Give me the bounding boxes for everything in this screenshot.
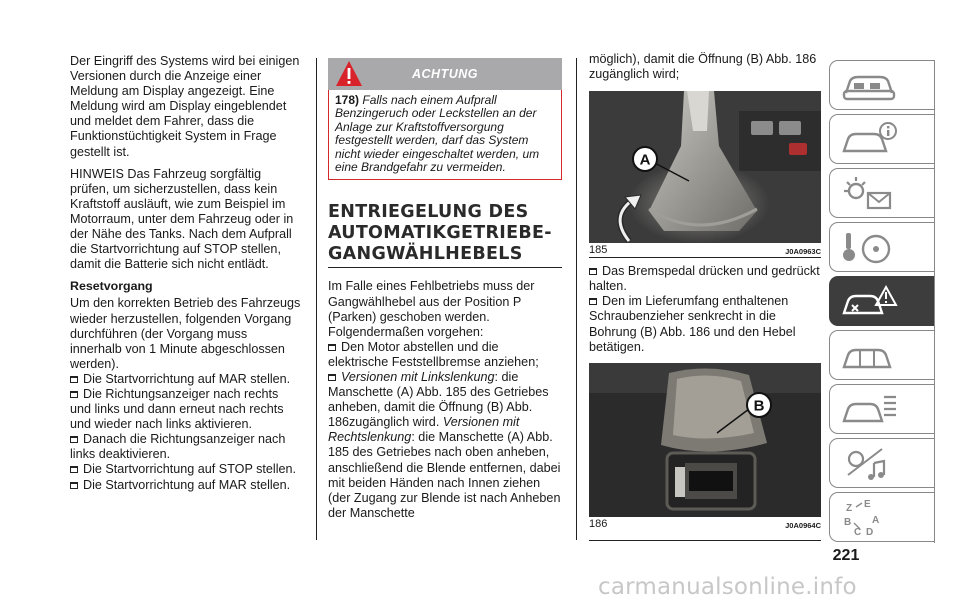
step-item: Die Startvorrichtung auf STOP stellen. xyxy=(70,462,302,477)
tab-dashboard[interactable] xyxy=(829,60,934,110)
car-dashboard-icon xyxy=(840,67,900,105)
bullet-icon xyxy=(70,376,78,383)
figure-code: J0A0964C xyxy=(785,520,821,530)
column-right xyxy=(589,52,821,537)
bullet-icon xyxy=(70,482,78,489)
page-number: 221 xyxy=(832,547,860,564)
intro-paragraph: Der Eingriff des Systems wird bei einigen Versionen durch die Anzeige einer Meldung am Display angezeigt. Eine Meldung wird am Display eingeblendet und meldet dem Fahrer, dass die Funktionstüchtigkeit System in Frage gestellt ist. xyxy=(70,54,300,159)
svg-text:E: E xyxy=(864,499,871,510)
index-letters-icon xyxy=(840,499,900,537)
callout-label: A xyxy=(639,151,651,169)
warning-header xyxy=(328,58,562,90)
figure-bottom-rule xyxy=(589,540,821,541)
step-item: Den im Lieferumfang enthaltenen Schraubenzieher senkrecht in die Bohrung (B) Abb. 186 und den Hebel betätigen. xyxy=(589,294,796,354)
step-item: Versionen mit Linkslenkung: die Manschette (A) Abb. 185 des Getriebes anheben, damit die Öffnung (B) Abb. 186zugänglich wird. Versionen mit Rechtslenkung: die Manschette (A) Abb. 185 des Getriebes nach oben anheben, anschließend die Blende entfernen, dabei mit beiden Händen nach Innen ziehen (der Zugang zur Blende ist nach Anheben der Manschette xyxy=(328,370,561,520)
tab-safety[interactable] xyxy=(829,222,934,272)
tab-technical-data[interactable] xyxy=(829,384,934,434)
figure-185-photo xyxy=(589,91,821,243)
chapter-tabs xyxy=(829,60,934,546)
car-service-icon xyxy=(840,337,900,375)
bullet-icon xyxy=(328,374,336,381)
step-item: Das Bremspedal drücken und gedrückt halten. xyxy=(589,264,820,294)
tab-index[interactable] xyxy=(829,492,934,542)
figure-186-photo xyxy=(589,363,821,517)
step-item: Die Startvorrichtung auf MAR stellen. xyxy=(70,372,302,387)
car-specs-icon xyxy=(840,391,900,429)
multimedia-icon xyxy=(840,445,900,483)
step-item: Danach die Richtungsanzeiger nach links deaktivieren. xyxy=(70,432,286,462)
figure-number: 185 xyxy=(589,244,608,257)
column-divider xyxy=(576,58,577,540)
bullet-icon xyxy=(70,391,78,398)
column-left xyxy=(70,54,302,493)
svg-text:C: C xyxy=(854,527,862,537)
column-divider xyxy=(316,58,317,540)
tab-lights-messages[interactable] xyxy=(829,168,934,218)
warning-number: 178) xyxy=(335,93,360,107)
callout-label: B xyxy=(753,397,765,415)
step-item: Den Motor abstellen und die elektrische Feststellbremse anziehen; xyxy=(328,339,539,369)
car-emergency-icon xyxy=(840,283,900,321)
tab-multimedia[interactable] xyxy=(829,438,934,488)
hinweis-paragraph: HINWEIS Das Fahrzeug sorgfältig prüfen, um sicherzustellen, dass kein Kraftstoff ausläuft, wie zum Beispiel im Motorraum, unter dem Fahrzeug oder in der Nähe des Tanks. Nach dem Aufprall die Startvorrichtung auf STOP stellen, damit die Batterie sich nicht entlädt. xyxy=(70,166,294,272)
warning-title: ACHTUNG xyxy=(412,67,478,81)
figure-number: 186 xyxy=(589,517,608,530)
tab-emergency-active[interactable] xyxy=(829,276,934,326)
warning-box xyxy=(328,58,562,180)
bullet-icon xyxy=(70,436,78,443)
svg-text:B: B xyxy=(844,517,852,528)
warning-text: Falls nach einem Aufprall Benzingeruch oder Leckstellen an der Anlage zur Kraftstoffversorgung festgestellt werden, darf das System nicht wieder eingeschaltet werden, um eine Brandgefahr zu vermeiden. xyxy=(335,93,540,175)
step-item: Die Richtungsanzeiger nach rechts und links und dann erneut nach rechts und wieder nach links aktivieren. xyxy=(70,386,284,432)
svg-text:Z: Z xyxy=(846,503,853,514)
column-middle xyxy=(328,58,562,521)
warning-body xyxy=(328,90,562,180)
tab-vehicle-info[interactable] xyxy=(829,114,934,164)
bullet-icon xyxy=(328,344,336,351)
lights-message-icon xyxy=(840,175,900,213)
section-heading: ENTRIEGELUNG DES AUTOMATIKGETRIEBE-GANGWÄHLHEBELS xyxy=(328,202,562,268)
svg-text:A: A xyxy=(872,515,880,526)
bullet-icon xyxy=(589,298,597,305)
section-intro: Im Falle eines Fehlbetriebs muss der Gangwählhebel aus der Position P (Parken) geschoben werden. Folgendermaßen vorgehen: xyxy=(328,279,535,339)
tab-maintenance[interactable] xyxy=(829,330,934,380)
key-steering-icon xyxy=(840,229,900,267)
sidebar-edge xyxy=(934,60,935,543)
bullet-icon xyxy=(589,268,597,275)
car-info-icon xyxy=(840,121,900,159)
reset-subheading: Resetvorgang xyxy=(70,279,153,294)
step-item: Die Startvorrichtung auf MAR stellen. xyxy=(70,478,302,493)
continuation-text: möglich), damit die Öffnung (B) Abb. 186 zugänglich wird; xyxy=(589,52,817,82)
bullet-icon xyxy=(70,466,78,473)
watermark: carmanualsonline.info xyxy=(598,574,857,600)
svg-text:D: D xyxy=(866,527,874,537)
figure-186-caption xyxy=(589,517,821,531)
figure-code: J0A0963C xyxy=(785,247,821,257)
reset-paragraph: Um den korrekten Betrieb des Fahrzeugs wieder herzustellen, folgenden Vorgang durchführen (der Vorgang muss innerhalb von 1 Minute abgeschlossen werden). xyxy=(70,296,301,371)
figure-185-caption xyxy=(589,243,821,258)
